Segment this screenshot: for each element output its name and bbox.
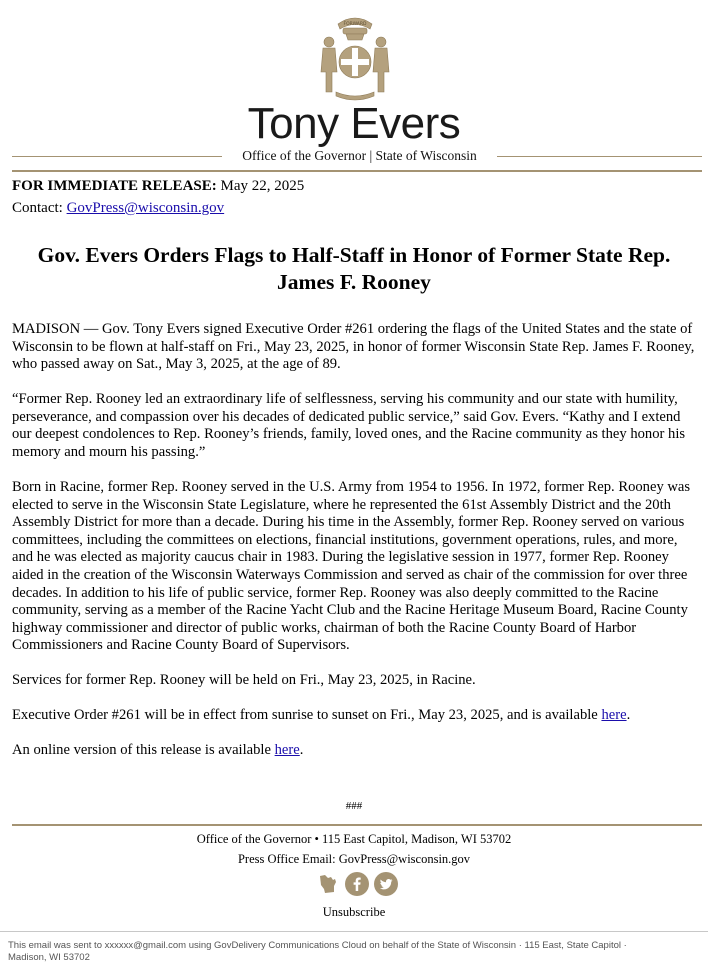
- online-version-link[interactable]: here: [274, 742, 300, 759]
- unsubscribe-link[interactable]: Unsubscribe: [322, 905, 386, 919]
- twitter-icon[interactable]: [374, 872, 398, 896]
- release-body: [12, 321, 702, 777]
- paragraph-6-text: An online version of this release is available: [12, 742, 271, 759]
- release-line: [12, 176, 304, 196]
- office-line: [12, 147, 702, 165]
- paragraph-3: Born in Racine, former Rep. Rooney served in the U.S. Army from 1954 to 1956. In 1972, former Rep. Rooney was elected to serve in the Wisconsin State Legislature, where he represented the 61st Assembly District and the 20th Assembly District for more than a decade. During his time in the Assembly, former Rep. Rooney served on various committees, including the committees on elections, financial institutions, government operations, rules, and more, and he was elected as majority caucus chair in 1983. During the legislative session in 1977, former Rep. Rooney aided in the creation of the Wisconsin Waterways Commission and served as chair of the commission for over three decades. In addition to his life of public service, former Rep. Rooney was also deeply committed to the Racine community, serving as a member of the Racine Yacht Club and the Racine Heritage Museum Board, Racine County highway commissioner and director of public works, chairman of both the Racine County Board of Harbor Commissioners and Racine County Board of Supervisors.: [12, 478, 691, 654]
- paragraph-6: An online version of this release is available here.: [12, 742, 304, 759]
- header-divider-left: [12, 156, 222, 157]
- facebook-icon[interactable]: [345, 872, 369, 896]
- contact-label: Contact:: [12, 200, 63, 216]
- end-marker: ###: [345, 800, 363, 812]
- wordmark: Tony Evers: [247, 99, 461, 148]
- contact-email-link[interactable]: GovPress@wisconsin.gov: [66, 200, 225, 216]
- executive-order-link[interactable]: here: [601, 707, 627, 724]
- footer-address: Office of the Governor • 115 East Capitol, Madison, WI 53702: [196, 832, 512, 846]
- header-rule: [12, 170, 702, 172]
- header-divider-right: [497, 156, 702, 157]
- headline: Gov. Evers Orders Flags to Half-Staff in Honor of Former State Rep. James F. Rooney: [37, 243, 671, 294]
- office-line-text: Office of the Governor | State of Wisconsin: [242, 148, 477, 163]
- state-seal-icon: [308, 10, 402, 102]
- release-label: FOR IMMEDIATE RELEASE:: [12, 178, 217, 194]
- govdelivery-divider: [0, 931, 708, 932]
- unsubscribe-link-row: [0, 904, 708, 920]
- release-date: May 22, 2025: [220, 178, 305, 194]
- social-icons: [316, 872, 398, 896]
- wisconsin-icon[interactable]: [316, 872, 340, 896]
- paragraph-1: MADISON — Gov. Tony Evers signed Executive Order #261 ordering the flags of the United States and the state of Wisconsin to be flown at half-staff on Fri., May 23, 2025, in honor of former Wisconsin State Rep. James F. Rooney, who passed away on Sat., May 3, 2025, at the age of 89.: [12, 321, 695, 373]
- paragraph-5-text: Executive Order #261 will be in effect from sunrise to sunset on Fri., May 23, 2025, and is available: [12, 707, 598, 724]
- footer-press-email: Press Office Email: GovPress@wisconsin.gov: [237, 852, 471, 866]
- paragraph-5: Executive Order #261 will be in effect from sunrise to sunset on Fri., May 23, 2025, and is available here.: [12, 707, 631, 724]
- footer-rule: [12, 824, 702, 826]
- seal-motto: FORWARD: [343, 22, 367, 27]
- contact-line: [12, 198, 224, 218]
- paragraph-2: “Former Rep. Rooney led an extraordinary life of selflessness, serving his community and our state with humility, perseverance, and compassion over his decades of dedicated public service,” said Gov. Evers. “Kathy and I extend our deepest condolences to Rep. Rooney’s friends, family, loved ones, and the Racine community as they honor his memory and mourn his passing.”: [12, 391, 686, 460]
- paragraph-4: Services for former Rep. Rooney will be held on Fri., May 23, 2025, in Racine.: [12, 672, 476, 689]
- govdelivery-notice: This email was sent to xxxxxx@gmail.com using GovDelivery Communications Cloud on behalf of the State of Wisconsin · 115 East, State Capitol · Madison, WI 53702: [8, 940, 627, 963]
